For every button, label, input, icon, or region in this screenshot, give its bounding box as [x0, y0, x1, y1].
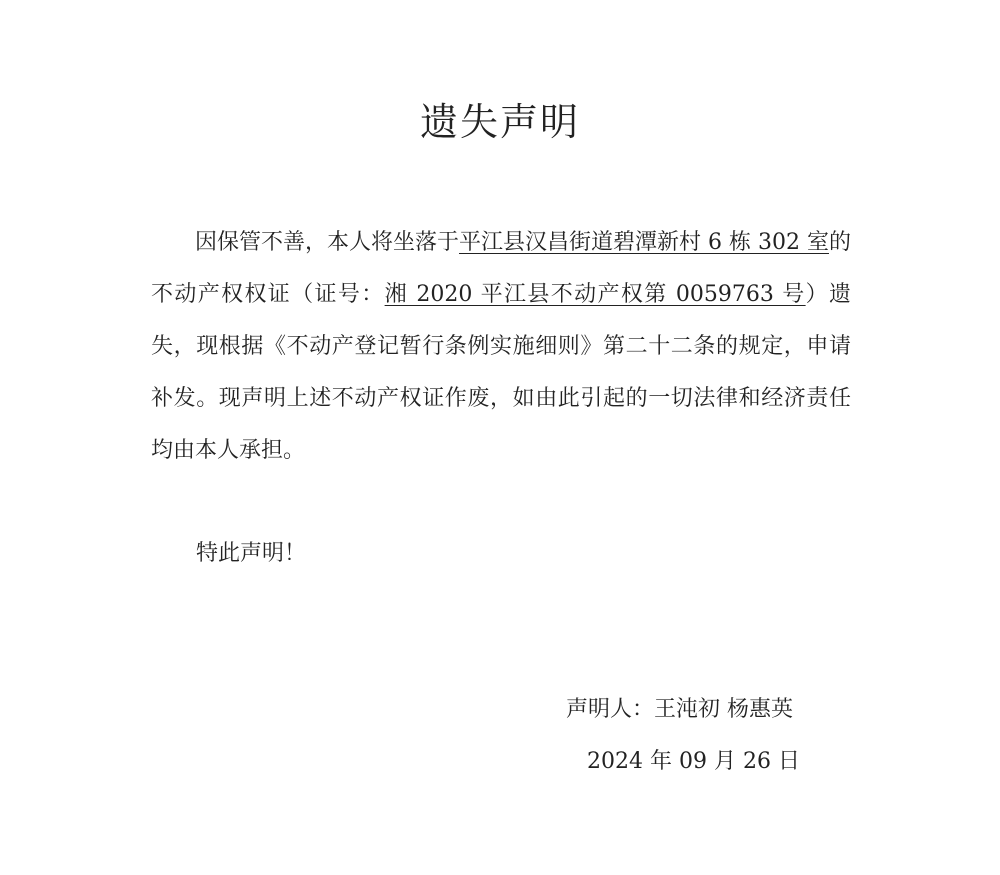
statement-certificate-intro: 的不动产权权证（证号：	[151, 230, 851, 307]
closing-remark: 特此声明！	[196, 541, 307, 566]
certificate-number: 湘 2020 平江县不动产权第 0059763 号	[384, 282, 806, 307]
statement-date: 2024 年 09 月 26 日	[587, 749, 800, 774]
statement-intro: 因保管不善，本人将坐落于	[195, 230, 460, 255]
property-address: 平江县汉昌街道碧潭新村 6 栋 302 室	[459, 230, 829, 255]
statement-paragraph	[151, 217, 851, 477]
signer-line: 声明人：王沌初 杨惠英	[566, 697, 793, 722]
document-title: 遗失声明	[419, 100, 580, 144]
statement-body: ）遗失，现根据《不动产登记暂行条例实施细则》第二十二条的规定，申请补发。现声明上述不动产权证作废，如由此引起的一切法律和经济责任均由本人承担。	[151, 282, 851, 463]
